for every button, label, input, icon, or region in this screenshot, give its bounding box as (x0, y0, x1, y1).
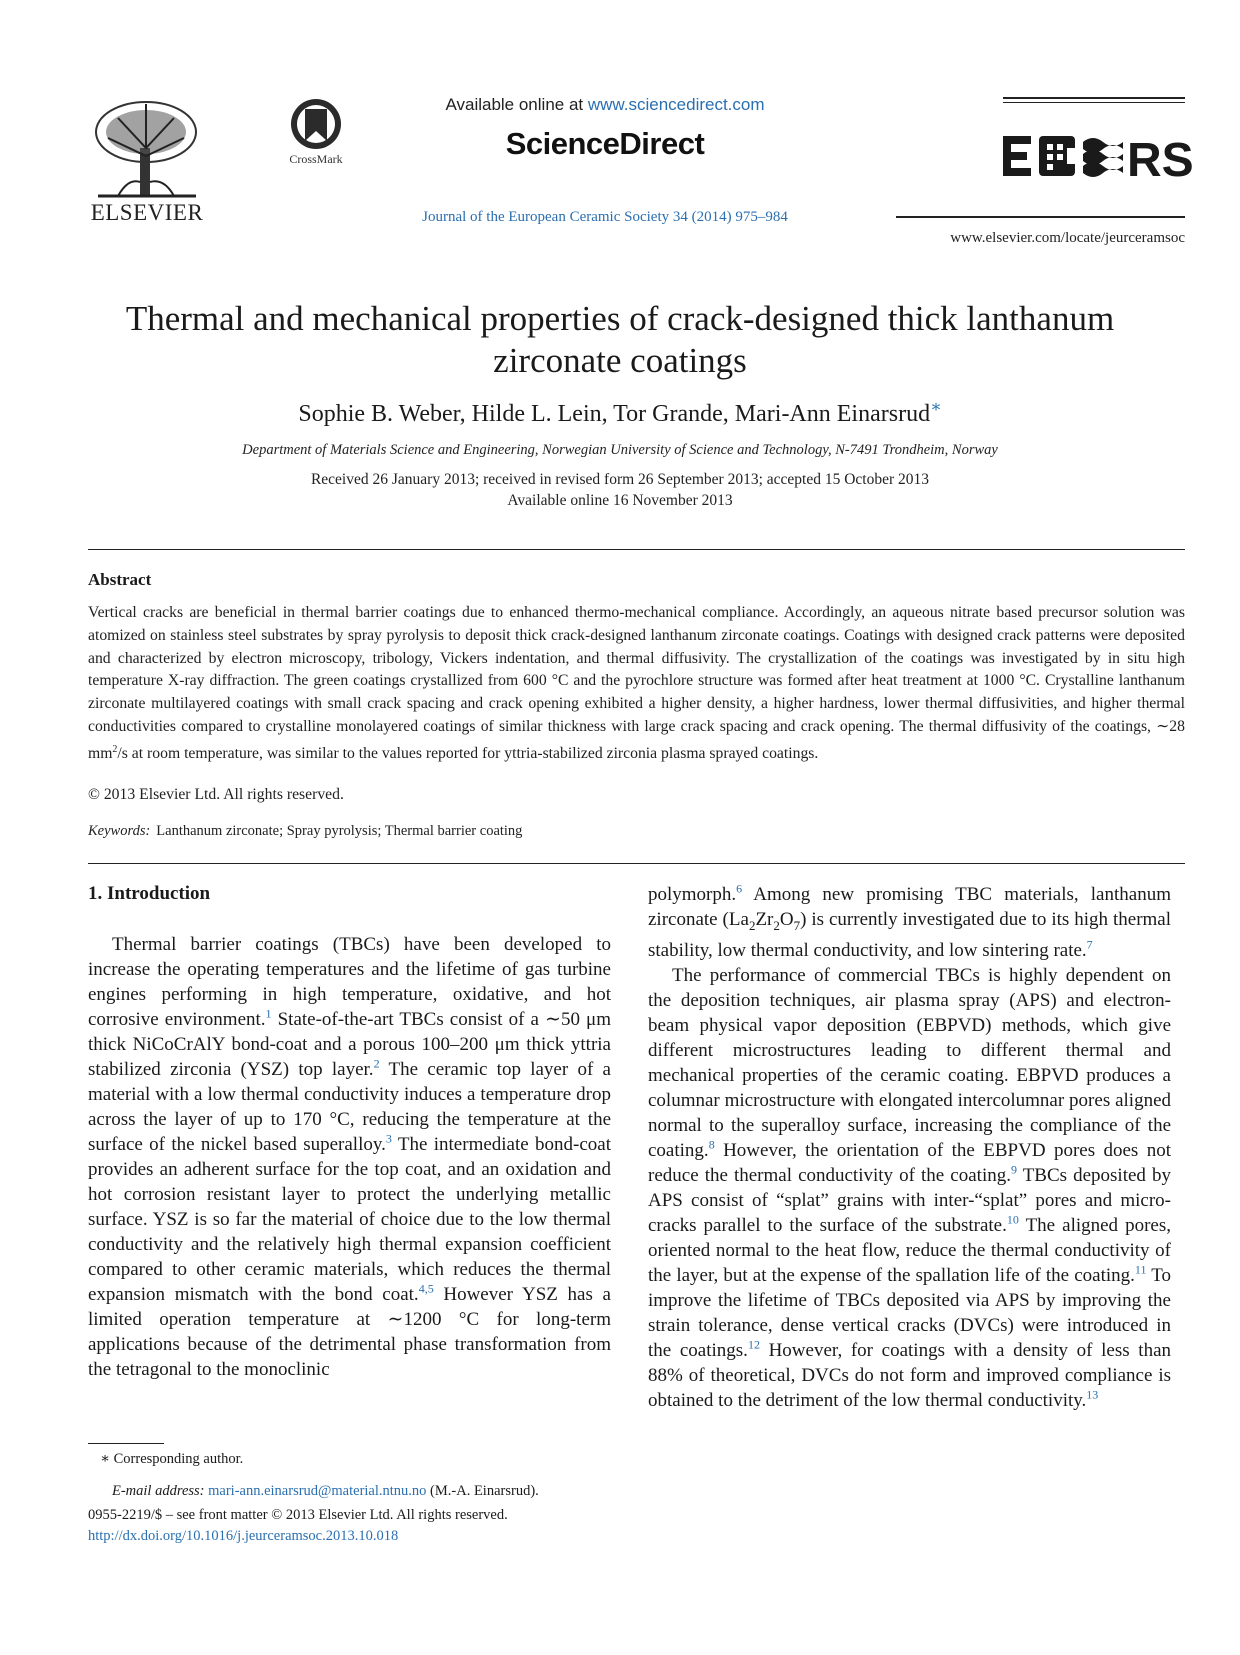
footnote-mark: ∗ (100, 1451, 110, 1467)
reference-link[interactable]: 12 (747, 1337, 760, 1352)
subscript: 2 (773, 917, 780, 933)
text-run: To improve the lifetime of TBCs deposited via APS by improving the strain tolerance, dense vertical cracks (DVCs) were introduced in the coatings. (648, 1264, 1172, 1361)
svg-text:RS: RS (1127, 134, 1194, 187)
sciencedirect-logo: ScienceDirect (505, 126, 705, 161)
email-label: E-mail address: (112, 1483, 205, 1499)
left-column (88, 932, 611, 1382)
reference-link[interactable]: 7 (1086, 937, 1093, 952)
crossmark-label: CrossMark (289, 152, 343, 166)
abstract-top-rule (88, 549, 1185, 550)
subscript: 7 (793, 917, 801, 933)
text-run: ) is currently investigated due to its high thermal stability, low thermal conductivity, and low sintering rate. (648, 909, 1172, 961)
authors-names: Sophie B. Weber, Hilde L. Lein, Tor Grande, Mari-Ann Einarsrud (298, 401, 931, 427)
intro-paragraph-2 (648, 963, 1171, 1413)
ecers-society-logo (1003, 128, 1194, 187)
front-matter (88, 1505, 688, 1547)
reference-link[interactable]: 11 (1134, 1262, 1147, 1277)
reference-link[interactable]: 4,5 (418, 1281, 434, 1296)
text-run: The aligned pores, oriented normal to the heat flow, reduce the thermal conductivity of the layer, but at the expense of the spallation life of the coating. (648, 1214, 1171, 1286)
issn-line: 0955-2219/$ – see front matter © 2013 Elsevier Ltd. All rights reserved. (88, 1507, 508, 1523)
article-title: Thermal and mechanical properties of crack-designed thick lanthanum zirconate coatings (125, 299, 1115, 380)
reference-link[interactable]: 9 (1010, 1162, 1017, 1177)
available-online-date: Available online 16 November 2013 (507, 492, 733, 509)
corresponding-author-footnote (88, 1443, 648, 1470)
journal-reference-link[interactable]: Journal of the European Ceramic Society 34 (2014) 975–984 (422, 209, 788, 225)
reference-link[interactable]: 6 (736, 881, 743, 896)
keywords-line (88, 823, 522, 840)
subscript: 2 (748, 917, 756, 933)
body-top-rule (88, 863, 1185, 864)
keywords-label: Keywords: (88, 823, 151, 839)
text-run: Zr (755, 909, 774, 930)
text-run: TBCs deposited by APS consist of “splat” grains with inter-“splat” pores and micro-cracks parallel to the surface of the substrate. (648, 1164, 1171, 1236)
reference-link[interactable]: 8 (708, 1137, 715, 1152)
intro-paragraph-1 (88, 932, 611, 1382)
abstract-body (88, 602, 1185, 766)
reference-link[interactable]: 3 (385, 1131, 392, 1146)
abstract-text-2: /s at room temperature, was similar to the values reported for yttria-stabilized zirconia plasma sprayed coatings. (117, 745, 819, 763)
corresponding-label: Corresponding author. (113, 1451, 244, 1467)
received-dates: Received 26 January 2013; received in revised form 26 September 2013; accepted 15 October 2013 (310, 471, 930, 488)
email-footnote (112, 1483, 672, 1500)
text-run: The performance of commercial TBCs is highly dependent on the deposition techniques, air plasma spray (APS) and electron-beam physical vapor deposition (EBPVD) methods, which give different microstructures leading to different thermal and mechanical properties of the ceramic coating. EBPVD produces a columnar microstructure with elongated intercolumnar pores aligned normal to the superalloy surface, increasing the compliance of the coating. (648, 964, 1171, 1161)
abstract-copyright: © 2013 Elsevier Ltd. All rights reserved. (88, 786, 344, 803)
abstract-heading: Abstract (88, 570, 152, 589)
available-prefix: Available online at (445, 95, 588, 114)
text-run: Thermal barrier coatings (TBCs) have been developed to increase the operating temperatures and the lifetime of gas turbine engines performing in high temperature, oxidative, and hot corrosive environment. (88, 934, 611, 1030)
abstract-text-1: Vertical cracks are beneficial in thermal barrier coatings due to enhanced thermo-mechanical compliance. Accordingly, an aqueous nitrate based precursor solution was atomized on stainless steel substrates by spray pyrolysis to deposit thick crack-designed lanthanum zirconate coatings. Coatings with designed crack patterns were deposited and characterized by electron microscopy, tribology, Vickers indentation, and thermal diffusivity. The crystallization of the coatings was investigated by in situ high temperature X-ray diffraction. The green coatings crystallized from 600 °C and the pyrochlore structure was formed after heat treatment at 1000 °C. Crystalline lanthanum zirconate multilayered coatings with small crack spacing and crack opening exhibited a higher density, a higher hardness, lower thermal diffusivities, and higher thermal conductivities compared to crystalline monolayered coatings of similar thickness with large crack spacing and crack opening. The thermal diffusivity of the coatings, ∼28 mm (88, 604, 1185, 763)
publisher-name: ELSEVIER (90, 200, 204, 225)
email-link[interactable]: mari-ann.einarsrud@material.ntnu.no (208, 1483, 427, 1499)
article-history (100, 469, 1140, 511)
reference-link[interactable]: 13 (1086, 1387, 1099, 1402)
text-run: The intermediate bond-coat provides an adherent surface for the top coat, and an oxidation and hot corrosion resistant layer to protect the underlying metallic surface. YSZ is so far the material of choice due to the low thermal conductivity and the relatively high thermal expansion coefficient compared to other ceramic materials, which reduces the thermal expansion mismatch with the bond coat. (88, 1134, 612, 1305)
text-run: O (779, 909, 794, 930)
section-heading: 1. Introduction (88, 883, 211, 904)
reference-link[interactable]: 1 (265, 1006, 272, 1021)
sciencedirect-link[interactable]: www.sciencedirect.com (587, 95, 765, 114)
text-run: State-of-the-art TBCs consist of a ∼50 μm thick NiCoCrAlY bond-coat and a porous 100–200 μm thick yttria stabilized zirconia (YSZ) top layer. (88, 1009, 611, 1080)
author-list (100, 397, 1140, 428)
journal-homepage-link[interactable]: www.elsevier.com/locate/jeurceramsoc (950, 230, 1185, 246)
doi-link[interactable]: http://dx.doi.org/10.1016/j.jeurceramsoc.2013.10.018 (88, 1528, 399, 1544)
abstract-superscript: 2 (112, 743, 118, 755)
email-owner: (M.-A. Einarsrud). (430, 1483, 539, 1499)
text-run: polymorph. (648, 884, 737, 905)
text-run: The ceramic top layer of a material with a low thermal conductivity induces a temperature drop across the layer of up to 170 °C, reducing the temperature at the surface of the nickel based superalloy. (88, 1059, 611, 1155)
header-rule (1003, 102, 1185, 103)
right-column (648, 882, 1171, 1413)
reference-link[interactable]: 2 (373, 1056, 380, 1071)
available-online-line (380, 95, 830, 115)
text-run: However, the orientation of the EBPVD pores does not reduce the thermal conductivity of the coating. (648, 1139, 1171, 1186)
text-run: However, for coatings with a density of less than 88% of theoretical, DVCs do not form and improved compliance is obtained to the detriment of the low thermal conductivity. (648, 1339, 1172, 1411)
keywords-list: Lanthanum zirconate; Spray pyrolysis; Thermal barrier coating (156, 823, 523, 839)
reference-link[interactable]: 10 (1006, 1212, 1019, 1227)
affiliation: Department of Materials Science and Engineering, Norwegian University of Science and Technology, N-7491 Trondheim, Norway (242, 442, 998, 458)
header-rule (896, 216, 1185, 218)
intro-paragraph-1-continued (648, 882, 1171, 963)
text-run: Among new promising TBC materials, lanthanum zirconate (La (648, 884, 1171, 930)
header-rule (1003, 97, 1185, 99)
corresponding-author-mark[interactable]: ∗ (930, 397, 942, 416)
text-run: However YSZ has a limited operation temperature at ∼1200 °C for long-term applications because of the detrimental phase transformation from the tetragonal to the monoclinic (88, 1284, 611, 1380)
